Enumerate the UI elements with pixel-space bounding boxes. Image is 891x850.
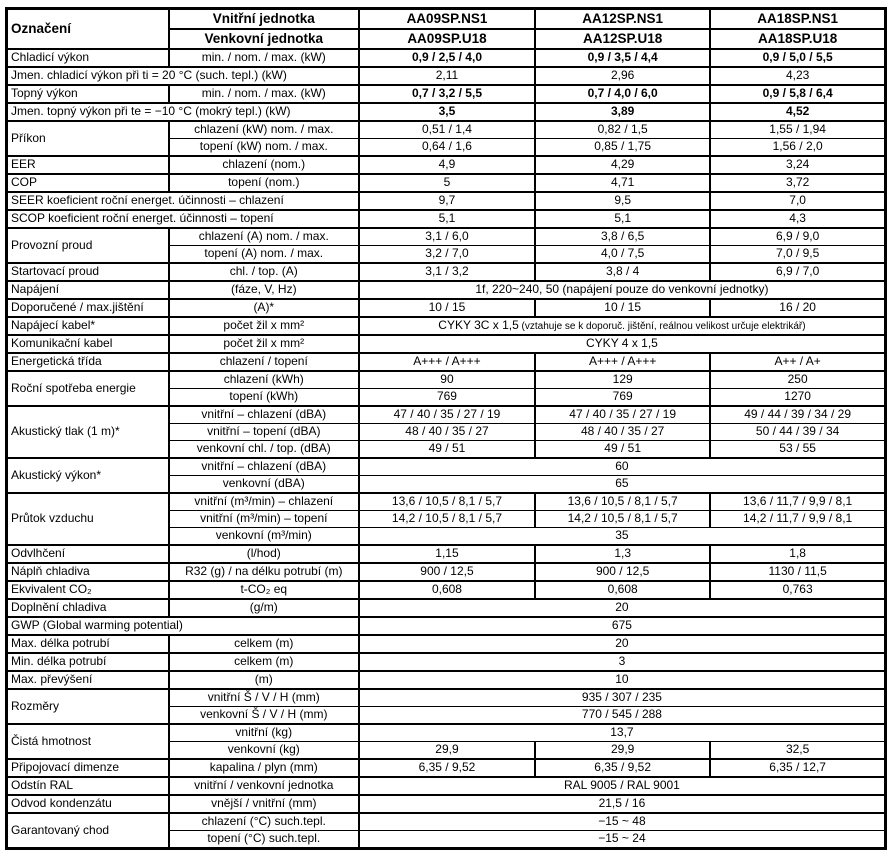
- outdoor-unit-header: Venkovní jednotka: [169, 29, 359, 49]
- cell-value: CYKY 3C x 1,5 (vztahuje se k doporuč. jištění, reálnou velikost určuje elektrikář): [359, 317, 886, 335]
- model-header-aa09-outdoor: AA09SP.U18: [359, 29, 535, 49]
- cell-value: 3,8 / 4: [535, 263, 710, 281]
- row-label: Max. délka potrubí: [7, 635, 169, 653]
- cell-value: 0,9 / 5,8 / 6,4: [710, 85, 885, 103]
- row-sublabel: min. / nom. / max. (kW): [169, 49, 359, 67]
- table-row: [7, 281, 886, 299]
- cell-value: 900 / 12,5: [359, 563, 535, 581]
- cell-value: 4,29: [535, 156, 710, 174]
- row-sublabel: topení (nom.): [169, 174, 359, 192]
- row-sublabel: vnitřní – chlazení (dBA): [169, 406, 359, 424]
- cell-value: 48 / 40 / 35 / 27: [535, 424, 710, 441]
- cell-value: 47 / 40 / 35 / 27 / 19: [359, 406, 535, 424]
- cell-value: 20: [359, 635, 886, 653]
- cell-value: 3,2 / 7,0: [359, 246, 535, 264]
- row-label: Roční spotřeba energie: [7, 371, 169, 406]
- cell-value: 14,2 / 10,5 / 8,1 / 5,7: [535, 511, 710, 528]
- row-sublabel: vnitřní – chlazení (dBA): [169, 458, 359, 476]
- row-label: Provozní proud: [7, 228, 169, 263]
- cell-value: 50 / 44 / 39 / 34: [710, 424, 885, 441]
- row-sublabel: chlazení / topení: [169, 353, 359, 371]
- table-row: [7, 263, 886, 281]
- cell-value: 90: [359, 371, 535, 389]
- cell-value: 3,89: [535, 103, 710, 121]
- cell-value: 1,56 / 2,0: [710, 139, 885, 157]
- table-row: [7, 545, 886, 563]
- cell-value: 35: [359, 528, 886, 546]
- corner-label: Označení: [7, 9, 169, 50]
- cell-value: 10 / 15: [359, 299, 535, 317]
- cell-value: 3: [359, 653, 886, 671]
- row-sublabel: vnější / vnitřní (mm): [169, 795, 359, 813]
- row-sublabel: chlazení (A) nom. / max.: [169, 228, 359, 246]
- row-label: Příkon: [7, 121, 169, 156]
- cell-value: 14,2 / 10,5 / 8,1 / 5,7: [359, 511, 535, 528]
- row-label: SCOP koeficient roční energet. účinnosti – topení: [7, 210, 359, 228]
- cell-value: 1f, 220~240, 50 (napájení pouze do venkovní jednotky): [359, 281, 886, 299]
- cell-value: 4,23: [710, 67, 885, 85]
- cell-value: 29,9: [359, 742, 535, 760]
- cell-value: 1130 / 11,5: [710, 563, 885, 581]
- cell-value: 1,15: [359, 545, 535, 563]
- cell-value: 769: [535, 389, 710, 407]
- cell-value: 13,6 / 10,5 / 8,1 / 5,7: [535, 493, 710, 511]
- row-sublabel: R32 (g) / na délku potrubí (m): [169, 563, 359, 581]
- cell-value: 4,71: [535, 174, 710, 192]
- cell-value: 2,11: [359, 67, 535, 85]
- row-sublabel: venkovní (dBA): [169, 476, 359, 494]
- row-sublabel: chlazení (°C) such.tepl.: [169, 813, 359, 831]
- row-label: Náplň chladiva: [7, 563, 169, 581]
- cell-value: 9,7: [359, 192, 535, 210]
- table-row: [7, 353, 886, 371]
- row-label: GWP (Global warming potential): [7, 617, 359, 635]
- row-label: Průtok vzduchu: [7, 493, 169, 545]
- cell-value: 10: [359, 671, 886, 689]
- cell-value: 3,5: [359, 103, 535, 121]
- cell-value: 3,72: [710, 174, 885, 192]
- row-sublabel: venkovní Š / V / H (mm): [169, 707, 359, 725]
- cell-value: 0,9 / 2,5 / 4,0: [359, 49, 535, 67]
- row-label: Doporučené / max.jištění: [7, 299, 169, 317]
- cell-value: 48 / 40 / 35 / 27: [359, 424, 535, 441]
- cell-value: −15 ~ 48: [359, 813, 886, 831]
- table-row: [7, 9, 886, 30]
- row-sublabel: topení (A) nom. / max.: [169, 246, 359, 264]
- cell-value: RAL 9005 / RAL 9001: [359, 777, 886, 795]
- row-label: Napájení: [7, 281, 169, 299]
- row-label: Jmen. topný výkon při te = −10 °C (mokrý tepl.) (kW): [7, 103, 359, 121]
- row-sublabel: chlazení (kW) nom. / max.: [169, 121, 359, 139]
- cell-value: 6,35 / 9,52: [535, 759, 710, 777]
- row-label: Chladicí výkon: [7, 49, 169, 67]
- cell-value: 49 / 51: [535, 441, 710, 459]
- cell-value: 53 / 55: [710, 441, 885, 459]
- spec-table: [5, 7, 887, 850]
- cell-value: 13,6 / 11,7 / 9,9 / 8,1: [710, 493, 885, 511]
- row-label: Odvod kondenzátu: [7, 795, 169, 813]
- row-sublabel: počet žil x mm²: [169, 317, 359, 335]
- row-sublabel: venkovní chl. / top. (dBA): [169, 441, 359, 459]
- row-sublabel: venkovní (kg): [169, 742, 359, 760]
- cell-value: 3,8 / 6,5: [535, 228, 710, 246]
- cell-value: 4,52: [710, 103, 885, 121]
- cell-value: A+++ / A+++: [359, 353, 535, 371]
- cell-value: 0,9 / 5,0 / 5,5: [710, 49, 885, 67]
- table-row: [7, 335, 886, 353]
- row-sublabel: t-CO₂ eq: [169, 581, 359, 599]
- cell-value: 3,24: [710, 156, 885, 174]
- table-row: [7, 210, 886, 228]
- cell-value: 0,7 / 3,2 / 5,5: [359, 85, 535, 103]
- cell-value: 4,0 / 7,5: [535, 246, 710, 264]
- row-label: Akustický tlak (1 m)*: [7, 406, 169, 458]
- model-header-aa12-indoor: AA12SP.NS1: [535, 9, 710, 30]
- row-label: Odvlhčení: [7, 545, 169, 563]
- row-label: SEER koeficient roční energet. účinnosti – chlazení: [7, 192, 359, 210]
- table-row: [7, 671, 886, 689]
- cell-value: 49 / 44 / 39 / 34 / 29: [710, 406, 885, 424]
- indoor-unit-header: Vnitřní jednotka: [169, 9, 359, 30]
- row-label: Doplnění chladiva: [7, 599, 169, 617]
- model-header-aa18-indoor: AA18SP.NS1: [710, 9, 885, 30]
- row-sublabel: vnitřní (m³/min) – chlazení: [169, 493, 359, 511]
- row-label: Garantovaný chod: [7, 813, 169, 849]
- cell-value: 769: [359, 389, 535, 407]
- cell-value: 13,7: [359, 724, 886, 742]
- cell-footnote: (vztahuje se k doporuč. jištění, reálnou velikost určuje elektrikář): [518, 321, 806, 333]
- table-row: [7, 777, 886, 795]
- cell-value: 129: [535, 371, 710, 389]
- row-sublabel: celkem (m): [169, 635, 359, 653]
- cell-value: 0,64 / 1,6: [359, 139, 535, 157]
- row-sublabel: vnitřní / venkovní jednotka: [169, 777, 359, 795]
- cell-value: 21,5 / 16: [359, 795, 886, 813]
- table-row: [7, 156, 886, 174]
- cell-value: 0,85 / 1,75: [535, 139, 710, 157]
- cell-value: 20: [359, 599, 886, 617]
- cell-value: 900 / 12,5: [535, 563, 710, 581]
- row-sublabel: počet žil x mm²: [169, 335, 359, 353]
- table-row: [7, 192, 886, 210]
- cell-value: 0,9 / 3,5 / 4,4: [535, 49, 710, 67]
- cell-value: 1,3: [535, 545, 710, 563]
- cell-value: 0,82 / 1,5: [535, 121, 710, 139]
- cell-value: 4,9: [359, 156, 535, 174]
- cell-value: 49 / 51: [359, 441, 535, 459]
- cell-value: A++ / A+: [710, 353, 885, 371]
- cell-value: 13,6 / 10,5 / 8,1 / 5,7: [359, 493, 535, 511]
- cell-value: 32,5: [710, 742, 885, 760]
- row-label: Čistá hmotnost: [7, 724, 169, 759]
- table-row: [7, 813, 886, 831]
- table-row: [7, 759, 886, 777]
- table-row: [7, 228, 886, 246]
- table-row: [7, 689, 886, 707]
- row-label: Jmen. chladicí výkon při ti = 20 °C (such. tepl.) (kW): [7, 67, 359, 85]
- table-row: [7, 581, 886, 599]
- cell-value: 7,0 / 9,5: [710, 246, 885, 264]
- cell-value: 5,1: [359, 210, 535, 228]
- cell-value: 9,5: [535, 192, 710, 210]
- cell-value: A+++ / A+++: [535, 353, 710, 371]
- cell-value: 5,1: [535, 210, 710, 228]
- table-row: [7, 635, 886, 653]
- table-row: [7, 599, 886, 617]
- row-sublabel: chlazení (kWh): [169, 371, 359, 389]
- row-sublabel: chlazení (nom.): [169, 156, 359, 174]
- cell-value: 0,7 / 4,0 / 6,0: [535, 85, 710, 103]
- cell-value: 3,1 / 6,0: [359, 228, 535, 246]
- row-label: Připojovací dimenze: [7, 759, 169, 777]
- cell-value: 14,2 / 11,7 / 9,9 / 8,1: [710, 511, 885, 528]
- row-label: Topný výkon: [7, 85, 169, 103]
- cell-value: 7,0: [710, 192, 885, 210]
- model-header-aa09-indoor: AA09SP.NS1: [359, 9, 535, 30]
- row-label: Startovací proud: [7, 263, 169, 281]
- row-sublabel: topení (kWh): [169, 389, 359, 407]
- cell-value: 0,608: [359, 581, 535, 599]
- table-row: [7, 49, 886, 67]
- row-label: COP: [7, 174, 169, 192]
- row-label: Ekvivalent CO₂: [7, 581, 169, 599]
- cell-value: 65: [359, 476, 886, 494]
- table-row: [7, 317, 886, 335]
- table-row: [7, 371, 886, 389]
- table-row: [7, 795, 886, 813]
- row-sublabel: celkem (m): [169, 653, 359, 671]
- cell-value: 2,96: [535, 67, 710, 85]
- table-row: [7, 121, 886, 139]
- row-label: Odstín RAL: [7, 777, 169, 795]
- table-row: [7, 174, 886, 192]
- model-header-aa12-outdoor: AA12SP.U18: [535, 29, 710, 49]
- row-label: Max. převýšení: [7, 671, 169, 689]
- row-label: Komunikační kabel: [7, 335, 169, 353]
- cell-value: 0,51 / 1,4: [359, 121, 535, 139]
- row-sublabel: chl. / top. (A): [169, 263, 359, 281]
- cell-value: 1,55 / 1,94: [710, 121, 885, 139]
- cell-value: 0,763: [710, 581, 885, 599]
- table-row: [7, 724, 886, 742]
- table-row: [7, 67, 886, 85]
- row-sublabel: vnitřní – topení (dBA): [169, 424, 359, 441]
- row-sublabel: (g/m): [169, 599, 359, 617]
- row-label: Akustický výkon*: [7, 458, 169, 493]
- table-row: [7, 653, 886, 671]
- cell-value: 1270: [710, 389, 885, 407]
- row-sublabel: (m): [169, 671, 359, 689]
- row-label: Min. délka potrubí: [7, 653, 169, 671]
- cell-value: −15 ~ 24: [359, 831, 886, 849]
- cell-value: 6,35 / 9,52: [359, 759, 535, 777]
- table-row: [7, 458, 886, 476]
- table-row: [7, 85, 886, 103]
- cell-value: CYKY 4 x 1,5: [359, 335, 886, 353]
- table-row: [7, 563, 886, 581]
- row-sublabel: (fáze, V, Hz): [169, 281, 359, 299]
- cell-value: 10 / 15: [535, 299, 710, 317]
- row-sublabel: vnitřní (kg): [169, 724, 359, 742]
- model-header-aa18-outdoor: AA18SP.U18: [710, 29, 885, 49]
- row-label: EER: [7, 156, 169, 174]
- row-label: Energetická třída: [7, 353, 169, 371]
- row-label: Rozměry: [7, 689, 169, 724]
- table-row: [7, 406, 886, 424]
- row-sublabel: min. / nom. / max. (kW): [169, 85, 359, 103]
- table-row: [7, 617, 886, 635]
- cell-value: 47 / 40 / 35 / 27 / 19: [535, 406, 710, 424]
- row-sublabel: topení (kW) nom. / max.: [169, 139, 359, 157]
- row-label: Napájecí kabel*: [7, 317, 169, 335]
- cell-value: 0,608: [535, 581, 710, 599]
- cell-value: 3,1 / 3,2: [359, 263, 535, 281]
- row-sublabel: venkovní (m³/min): [169, 528, 359, 546]
- row-sublabel: (l/hod): [169, 545, 359, 563]
- cell-value: 935 / 307 / 235: [359, 689, 886, 707]
- cell-value: 5: [359, 174, 535, 192]
- spec-table-body: [7, 9, 886, 849]
- row-sublabel: vnitřní (m³/min) – topení: [169, 511, 359, 528]
- table-row: [7, 299, 886, 317]
- cell-value: 6,9 / 9,0: [710, 228, 885, 246]
- cell-value: 1,8: [710, 545, 885, 563]
- table-row: [7, 493, 886, 511]
- cell-value: 6,35 / 12,7: [710, 759, 885, 777]
- row-sublabel: (A)*: [169, 299, 359, 317]
- cell-value: 770 / 545 / 288: [359, 707, 886, 725]
- cell-value: 60: [359, 458, 886, 476]
- cell-value: 675: [359, 617, 886, 635]
- cell-value: 6,9 / 7,0: [710, 263, 885, 281]
- cell-value: 16 / 20: [710, 299, 885, 317]
- cell-value: 4,3: [710, 210, 885, 228]
- row-sublabel: kapalina / plyn (mm): [169, 759, 359, 777]
- row-sublabel: vnitřní Š / V / H (mm): [169, 689, 359, 707]
- table-row: [7, 103, 886, 121]
- cell-value: 29,9: [535, 742, 710, 760]
- cell-value: 250: [710, 371, 885, 389]
- row-sublabel: topení (°C) such.tepl.: [169, 831, 359, 849]
